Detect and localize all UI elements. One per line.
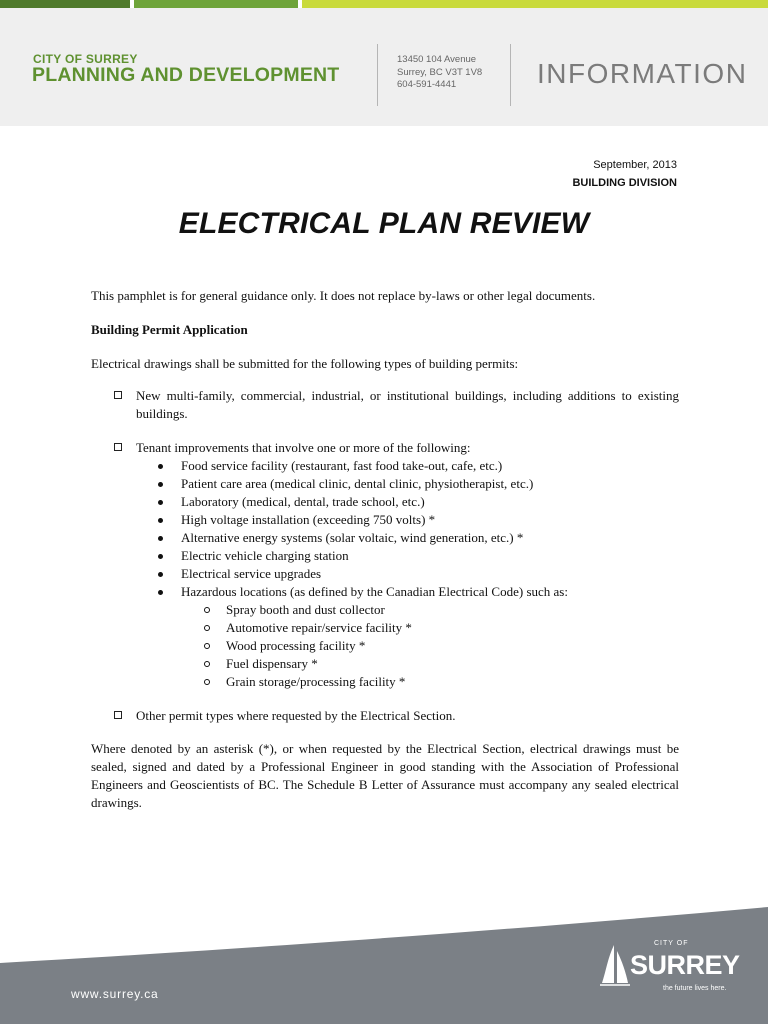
lead-paragraph: Electrical drawings shall be submitted for the following types of building permits: <box>91 356 519 371</box>
division-name: BUILDING DIVISION <box>572 177 677 189</box>
list-item <box>91 493 679 511</box>
list-item <box>91 547 679 565</box>
bullet-icon <box>158 590 163 595</box>
sub-list-item <box>91 601 679 619</box>
circle-bullet-icon <box>204 607 210 613</box>
header-divider <box>510 44 511 106</box>
checkbox-square-icon <box>114 391 122 399</box>
checklist-item-text: New multi-family, commercial, industrial, or institutional buildings, including additions to existing buildings. <box>136 388 679 421</box>
list-item <box>91 475 679 493</box>
list-item-text: Electrical service upgrades <box>181 566 322 581</box>
sub-list-item-text: Fuel dispensary * <box>226 656 318 671</box>
sail-logo-icon <box>600 943 630 987</box>
sub-list-item-text: Wood processing facility * <box>226 638 366 653</box>
sub-list-item <box>91 619 679 637</box>
document-title: ELECTRICAL PLAN REVIEW <box>178 207 590 240</box>
header-band <box>0 8 768 126</box>
org-name-small: CITY OF SURREY <box>33 52 138 66</box>
list-item-text: High voltage installation (exceeding 750 volts) * <box>181 512 436 527</box>
list-item <box>91 511 679 529</box>
address-block <box>397 54 482 92</box>
strip-green <box>134 0 298 8</box>
strip-lime <box>302 0 768 8</box>
closing-paragraph: Where denoted by an asterisk (*), or when requested by the Electrical Section, electrical drawings must be sealed, signed and dated by a Professional Engineer in good standing with the Association of Professional Engineers and Geoscientists of BC. The Schedule B Letter of Assurance must accompany any sealed electrical drawings. <box>91 741 679 810</box>
list-item-text: Alternative energy systems (solar voltaic, wind generation, etc.) * <box>181 530 524 545</box>
checklist-item <box>91 387 679 423</box>
list-item <box>91 583 679 601</box>
logo-wordmark: SURREY <box>630 950 740 980</box>
document-body <box>91 287 679 812</box>
circle-bullet-icon <box>204 661 210 667</box>
org-name-large: PLANNING AND DEVELOPMENT <box>32 64 340 86</box>
bullet-list <box>91 457 679 601</box>
checklist-item-text: Tenant improvements that involve one or more of the following: <box>136 440 471 455</box>
bullet-icon <box>158 536 163 541</box>
document-date: September, 2013 <box>593 159 677 171</box>
sub-list-item-text: Spray booth and dust collector <box>226 602 385 617</box>
sub-bullet-list <box>91 601 679 691</box>
list-item-text: Laboratory (medical, dental, trade school, etc.) <box>181 494 425 509</box>
address-street: 13450 104 Avenue <box>397 54 477 65</box>
logo-city-of: CITY OF <box>654 940 689 947</box>
strip-dark-green <box>0 0 130 8</box>
sub-list-item-text: Automotive repair/service facility * <box>226 620 412 635</box>
bullet-icon <box>158 554 163 559</box>
sub-list-item <box>91 673 679 691</box>
checkbox-square-icon <box>114 443 122 451</box>
list-item <box>91 565 679 583</box>
checklist-item <box>91 439 679 457</box>
list-item <box>91 529 679 547</box>
circle-bullet-icon <box>204 625 210 631</box>
section-heading: Building Permit Application <box>91 322 248 337</box>
bullet-icon <box>158 572 163 577</box>
circle-bullet-icon <box>204 679 210 685</box>
top-color-strip <box>0 0 768 8</box>
list-item-text: Electric vehicle charging station <box>181 548 349 563</box>
surrey-logo <box>600 940 740 1000</box>
sub-list-item <box>91 637 679 655</box>
date-block <box>572 156 677 192</box>
address-city: Surrey, BC V3T 1V8 <box>397 66 483 78</box>
bullet-icon <box>158 500 163 505</box>
checkbox-square-icon <box>114 711 122 719</box>
intro-paragraph: This pamphlet is for general guidance only. It does not replace by-laws or other legal documents. <box>91 288 596 303</box>
sub-list-item <box>91 655 679 673</box>
website-link[interactable]: www.surrey.ca <box>71 987 159 1001</box>
logo-tagline: the future lives here. <box>663 985 727 992</box>
list-item-text: Patient care area (medical clinic, dental clinic, physiotherapist, etc.) <box>181 476 534 491</box>
header-divider <box>377 44 378 106</box>
list-item-text: Hazardous locations (as defined by the Canadian Electrical Code) such as: <box>181 584 568 599</box>
list-item-text: Food service facility (restaurant, fast food take-out, cafe, etc.) <box>181 458 503 473</box>
phone-number: 604-591-4441 <box>397 79 457 90</box>
bullet-icon <box>158 482 163 487</box>
checklist-item-text: Other permit types where requested by the Electrical Section. <box>136 708 456 723</box>
header-label: INFORMATION <box>537 58 748 89</box>
circle-bullet-icon <box>204 643 210 649</box>
sub-list-item-text: Grain storage/processing facility * <box>226 674 406 689</box>
bullet-icon <box>158 464 163 469</box>
checklist-item <box>91 707 679 725</box>
list-item <box>91 457 679 475</box>
bullet-icon <box>158 518 163 523</box>
